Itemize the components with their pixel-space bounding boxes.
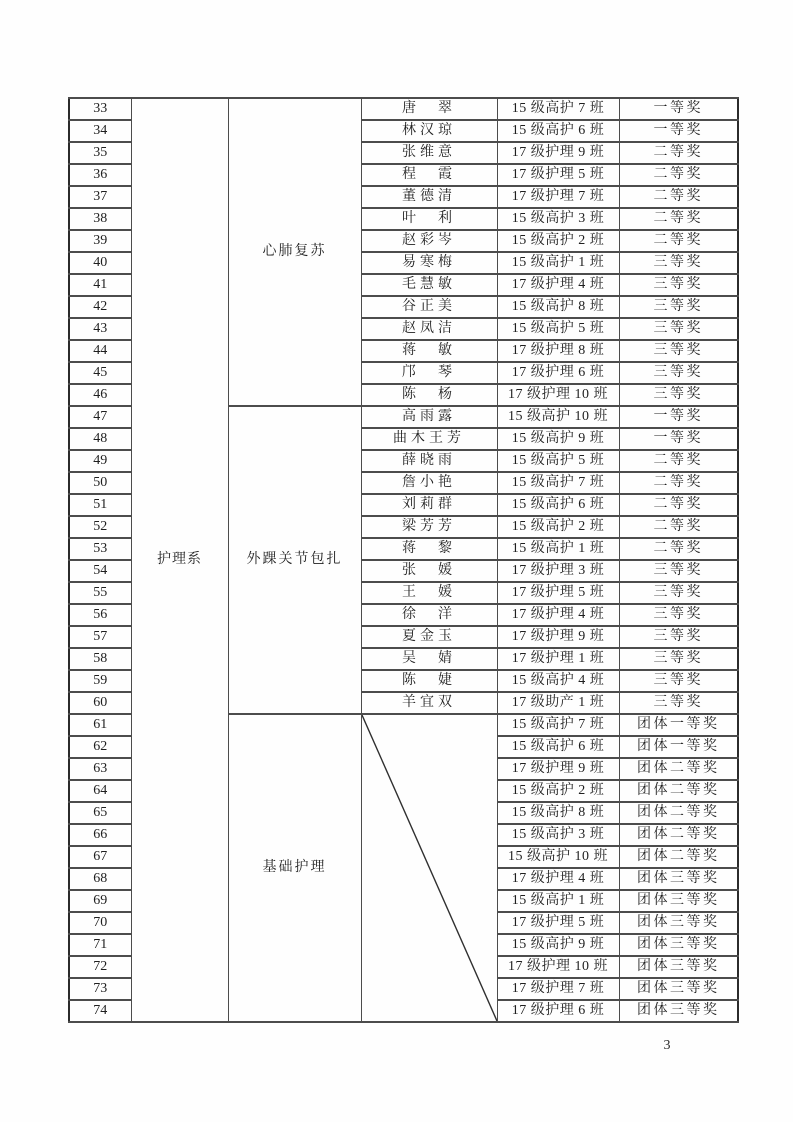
participant-name-cell: 吴 婧 [361,648,497,670]
award-cell: 团体三等奖 [619,956,738,978]
award-cell: 三等奖 [619,340,738,362]
award-cell: 团体三等奖 [619,890,738,912]
award-cell: 团体三等奖 [619,868,738,890]
class-cell: 17 级护理 5 班 [497,912,619,934]
row-number-cell: 70 [69,912,131,934]
class-cell: 15 级高护 9 班 [497,934,619,956]
award-cell: 二等奖 [619,472,738,494]
class-cell: 17 级护理 6 班 [497,1000,619,1022]
class-cell: 17 级护理 7 班 [497,186,619,208]
row-number-cell: 71 [69,934,131,956]
award-cell: 三等奖 [619,692,738,714]
class-cell: 17 级护理 1 班 [497,648,619,670]
diagonal-slash-line [362,715,497,1021]
award-cell: 三等奖 [619,670,738,692]
award-cell: 团体二等奖 [619,758,738,780]
award-cell: 三等奖 [619,296,738,318]
row-number-cell: 55 [69,582,131,604]
participant-name-cell: 詹小艳 [361,472,497,494]
department-cell: 护理系 [131,98,228,1022]
participant-name-cell: 刘莉群 [361,494,497,516]
participant-name-cell: 程 霞 [361,164,497,186]
award-cell: 二等奖 [619,516,738,538]
row-number-cell: 62 [69,736,131,758]
row-number-cell: 53 [69,538,131,560]
participant-name-cell: 赵彩岑 [361,230,497,252]
row-number-cell: 38 [69,208,131,230]
class-cell: 15 级高护 3 班 [497,824,619,846]
participant-name-cell: 徐 洋 [361,604,497,626]
award-cell: 三等奖 [619,362,738,384]
row-number-cell: 54 [69,560,131,582]
row-number-cell: 58 [69,648,131,670]
row-number-cell: 46 [69,384,131,406]
table-row [69,98,738,120]
row-number-cell: 61 [69,714,131,736]
class-cell: 17 级护理 4 班 [497,868,619,890]
class-cell: 15 级高护 9 班 [497,428,619,450]
row-number-cell: 37 [69,186,131,208]
participant-name-cell: 易寒梅 [361,252,497,274]
class-cell: 15 级高护 1 班 [497,252,619,274]
participant-name-cell: 羊宜双 [361,692,497,714]
row-number-cell: 60 [69,692,131,714]
row-number-cell: 57 [69,626,131,648]
award-cell: 三等奖 [619,318,738,340]
row-number-cell: 73 [69,978,131,1000]
award-cell: 团体三等奖 [619,912,738,934]
participant-name-cell: 高雨露 [361,406,497,428]
participant-name-cell: 谷正美 [361,296,497,318]
class-cell: 17 级护理 5 班 [497,164,619,186]
award-cell: 二等奖 [619,142,738,164]
award-cell: 三等奖 [619,384,738,406]
award-cell: 团体二等奖 [619,824,738,846]
class-cell: 15 级高护 4 班 [497,670,619,692]
award-cell: 团体二等奖 [619,780,738,802]
class-cell: 17 级护理 9 班 [497,142,619,164]
award-cell: 二等奖 [619,186,738,208]
participant-name-cell: 曲木王芳 [361,428,497,450]
row-number-cell: 42 [69,296,131,318]
class-cell: 15 级高护 10 班 [497,406,619,428]
row-number-cell: 39 [69,230,131,252]
award-cell: 团体一等奖 [619,736,738,758]
row-number-cell: 41 [69,274,131,296]
row-number-cell: 65 [69,802,131,824]
class-cell: 17 级护理 9 班 [497,758,619,780]
award-cell: 一等奖 [619,98,738,120]
participant-name-cell: 夏金玉 [361,626,497,648]
award-cell: 三等奖 [619,274,738,296]
class-cell: 17 级护理 7 班 [497,978,619,1000]
row-number-cell: 69 [69,890,131,912]
award-cell: 二等奖 [619,538,738,560]
participant-name-cell: 张 媛 [361,560,497,582]
participant-name-cell: 林汉琼 [361,120,497,142]
award-results-table [68,97,739,1023]
participant-name-cell: 唐 翠 [361,98,497,120]
row-number-cell: 56 [69,604,131,626]
award-cell: 三等奖 [619,560,738,582]
event-name-cell: 基础护理 [228,714,361,1022]
row-number-cell: 59 [69,670,131,692]
row-number-cell: 49 [69,450,131,472]
class-cell: 17 级助产 1 班 [497,692,619,714]
class-cell: 15 级高护 7 班 [497,98,619,120]
class-cell: 15 级高护 2 班 [497,230,619,252]
class-cell: 15 级高护 6 班 [497,120,619,142]
row-number-cell: 43 [69,318,131,340]
award-cell: 团体一等奖 [619,714,738,736]
participant-name-cell: 蒋 敏 [361,340,497,362]
class-cell: 15 级高护 5 班 [497,318,619,340]
row-number-cell: 40 [69,252,131,274]
participant-name-cell: 毛慧敏 [361,274,497,296]
class-cell: 17 级护理 4 班 [497,604,619,626]
class-cell: 15 级高护 6 班 [497,494,619,516]
event-name-cell: 外踝关节包扎 [228,406,361,714]
row-number-cell: 50 [69,472,131,494]
award-cell: 一等奖 [619,120,738,142]
award-cell: 二等奖 [619,230,738,252]
participant-name-cell: 蒋 黎 [361,538,497,560]
participant-name-cell: 薛晓雨 [361,450,497,472]
participant-name-cell: 张维意 [361,142,497,164]
row-number-cell: 72 [69,956,131,978]
participant-name-cell: 梁芳芳 [361,516,497,538]
class-cell: 17 级护理 6 班 [497,362,619,384]
award-cell: 二等奖 [619,164,738,186]
class-cell: 15 级高护 6 班 [497,736,619,758]
row-number-cell: 64 [69,780,131,802]
page-number: 3 [663,1038,671,1053]
class-cell: 17 级护理 8 班 [497,340,619,362]
row-number-cell: 33 [69,98,131,120]
row-number-cell: 45 [69,362,131,384]
row-number-cell: 52 [69,516,131,538]
award-cell: 二等奖 [619,450,738,472]
row-number-cell: 68 [69,868,131,890]
award-cell: 三等奖 [619,648,738,670]
row-number-cell: 66 [69,824,131,846]
class-cell: 17 级护理 5 班 [497,582,619,604]
award-cell: 一等奖 [619,406,738,428]
participant-name-cell: 董德清 [361,186,497,208]
participant-name-cell: 陈 婕 [361,670,497,692]
class-cell: 17 级护理 3 班 [497,560,619,582]
award-cell: 三等奖 [619,252,738,274]
participant-name-cell: 叶 利 [361,208,497,230]
merged-name-cell-diagonal [361,714,497,1022]
row-number-cell: 35 [69,142,131,164]
row-number-cell: 67 [69,846,131,868]
class-cell: 15 级高护 5 班 [497,450,619,472]
class-cell: 15 级高护 1 班 [497,890,619,912]
row-number-cell: 34 [69,120,131,142]
award-cell: 团体三等奖 [619,934,738,956]
award-cell: 团体三等奖 [619,1000,738,1022]
results-table-body [69,98,738,1022]
award-cell: 二等奖 [619,208,738,230]
award-cell: 一等奖 [619,428,738,450]
participant-name-cell: 王 媛 [361,582,497,604]
class-cell: 15 级高护 8 班 [497,802,619,824]
class-cell: 15 级高护 3 班 [497,208,619,230]
row-number-cell: 63 [69,758,131,780]
award-cell: 团体二等奖 [619,846,738,868]
class-cell: 15 级高护 2 班 [497,516,619,538]
row-number-cell: 48 [69,428,131,450]
class-cell: 15 级高护 7 班 [497,714,619,736]
award-cell: 二等奖 [619,494,738,516]
class-cell: 15 级高护 7 班 [497,472,619,494]
participant-name-cell: 邝 琴 [361,362,497,384]
class-cell: 17 级护理 4 班 [497,274,619,296]
row-number-cell: 51 [69,494,131,516]
award-cell: 三等奖 [619,626,738,648]
participant-name-cell: 赵凤洁 [361,318,497,340]
class-cell: 17 级护理 9 班 [497,626,619,648]
class-cell: 17 级护理 10 班 [497,384,619,406]
award-cell: 三等奖 [619,604,738,626]
row-number-cell: 74 [69,1000,131,1022]
class-cell: 17 级护理 10 班 [497,956,619,978]
class-cell: 15 级高护 10 班 [497,846,619,868]
row-number-cell: 47 [69,406,131,428]
award-cell: 团体二等奖 [619,802,738,824]
row-number-cell: 44 [69,340,131,362]
award-cell: 三等奖 [619,582,738,604]
row-number-cell: 36 [69,164,131,186]
event-name-cell: 心肺复苏 [228,98,361,406]
award-cell: 团体三等奖 [619,978,738,1000]
class-cell: 15 级高护 8 班 [497,296,619,318]
class-cell: 15 级高护 2 班 [497,780,619,802]
participant-name-cell: 陈 杨 [361,384,497,406]
class-cell: 15 级高护 1 班 [497,538,619,560]
